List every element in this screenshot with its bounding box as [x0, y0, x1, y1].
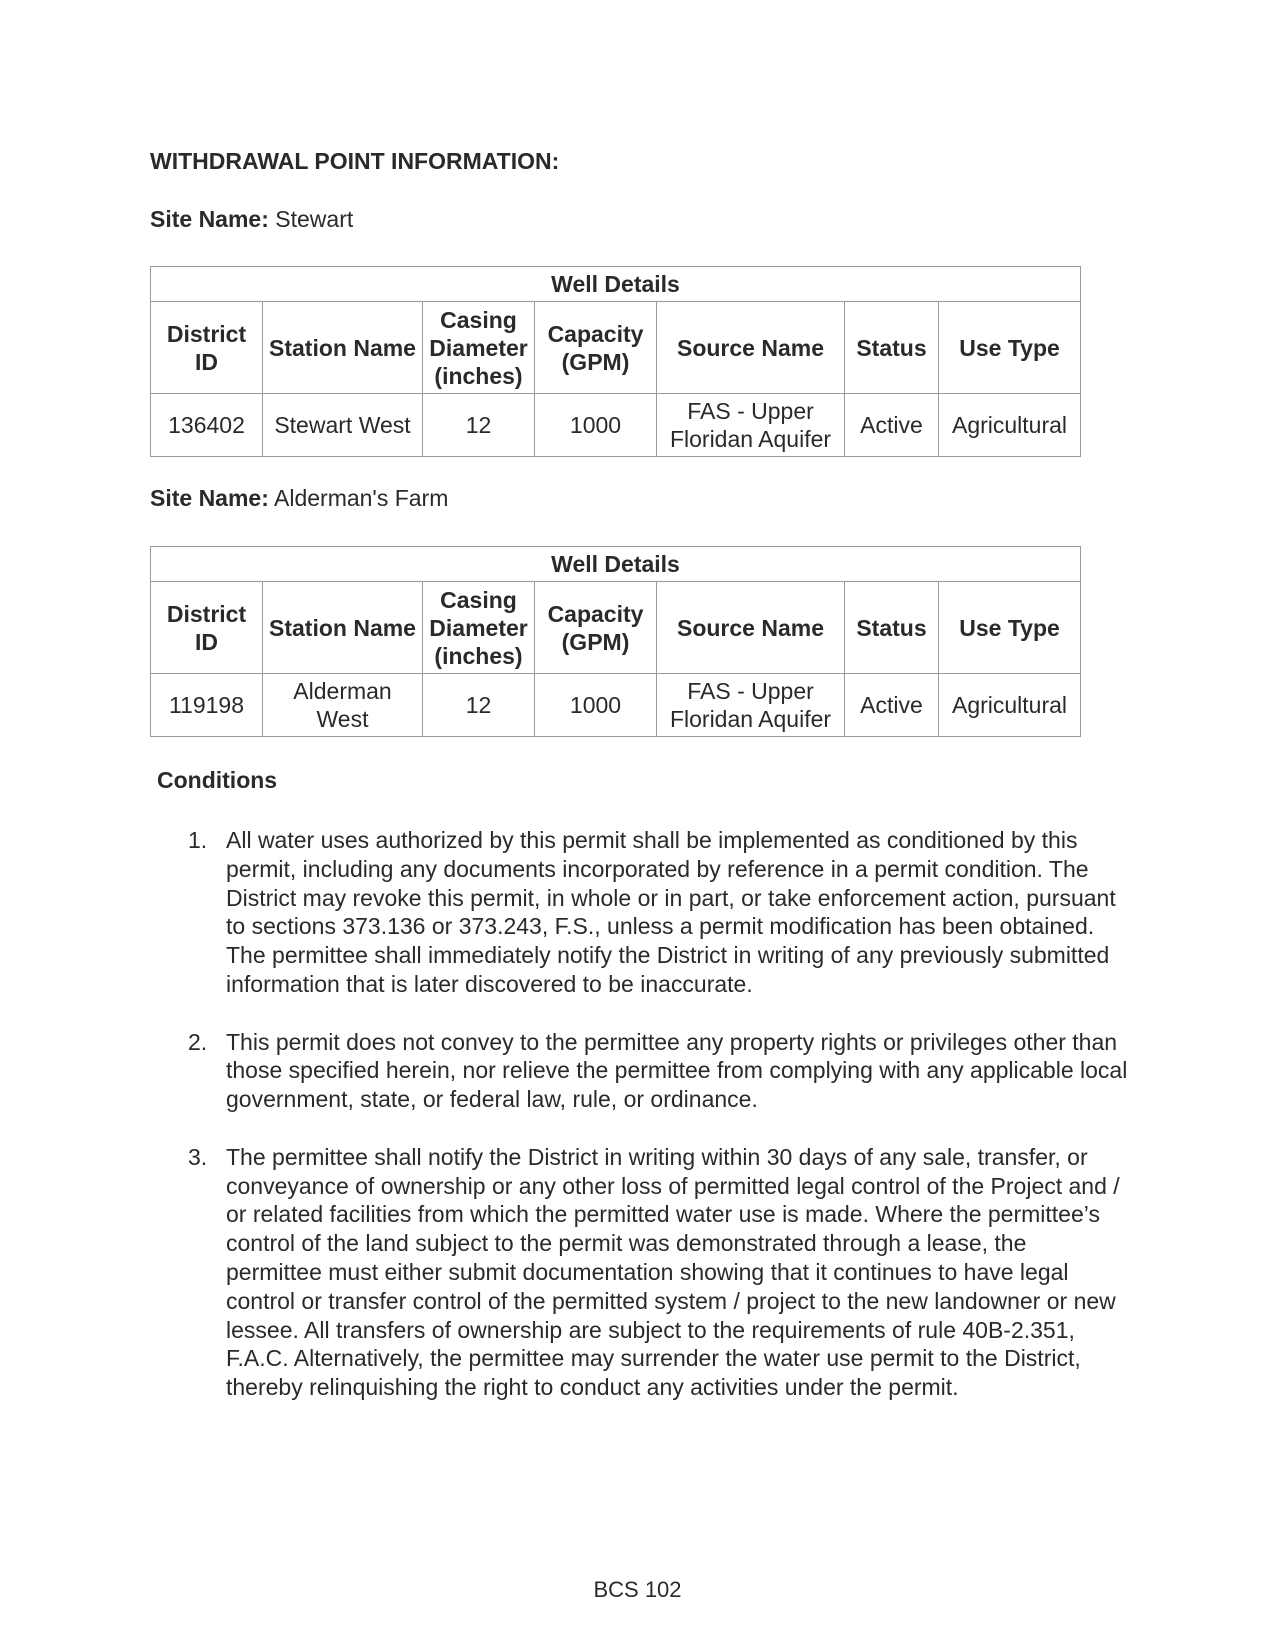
site-name-line [150, 206, 353, 233]
table-title: Well Details [151, 547, 1081, 582]
table-cell: 12 [423, 674, 535, 737]
table-cell: Alderman West [263, 674, 423, 737]
table-cell: FAS - Upper Floridan Aquifer [657, 674, 845, 737]
column-header: Status [845, 302, 939, 394]
condition-text: The permittee shall notify the District in writing within 30 days of any sale, transfer, or conveyance of ownership or any other loss of permitted legal control of the Project and / or related facilities from which the permitted water use is made. Where the permittee’s control of the land subject to the permit was demonstrated through a lease, the permittee must either submit documentation showing that it continues to have legal control or transfer control of the permitted system / project to the new landowner or new lessee. All transfers of ownership are subject to the requirements of rule 40B-2.351, F.A.C. Alternatively, the permittee may surrender the water use permit to the District, thereby relinquishing the right to conduct any activities under the permit. [226, 1143, 1120, 1401]
page-heading: WITHDRAWAL POINT INFORMATION: [150, 148, 560, 174]
table-cell: 12 [423, 394, 535, 457]
column-header: Status [845, 582, 939, 674]
column-header: Casing Diameter (inches) [423, 582, 535, 674]
column-header: Use Type [939, 302, 1081, 394]
well-details-table [150, 266, 1081, 457]
table-cell: Agricultural [939, 674, 1081, 737]
site-name-value: Stewart [275, 206, 354, 232]
condition-item [188, 826, 1128, 999]
table-cell: 1000 [535, 394, 657, 457]
condition-text: This permit does not convey to the permittee any property rights or privileges other than those specified herein, nor relieve the permittee from complying with any applicable local government, state, or federal law, rule, or ordinance. [226, 1028, 1128, 1113]
site-name-value: Alderman's Farm [274, 485, 449, 511]
table-row [151, 394, 1081, 457]
column-header: Capacity (GPM) [535, 302, 657, 394]
condition-text: All water uses authorized by this permit shall be implemented as conditioned by this permit, including any documents incorporated by reference in a permit condition. The District may revoke this permit, in whole or in part, or take enforcement action, pursuant to sections 373.136 or 373.243, F.S., unless a permit modification has been obtained. The permittee shall immediately notify the District in writing of any previously submitted information that is later discovered to be inaccurate. [226, 827, 1116, 997]
table-cell: FAS - Upper Floridan Aquifer [657, 394, 845, 457]
table-row [151, 674, 1081, 737]
site-name-line [150, 485, 448, 512]
column-header: Casing Diameter (inches) [423, 302, 535, 394]
well-details-table [150, 546, 1081, 737]
condition-number: 3. [188, 1143, 208, 1170]
column-header: Use Type [939, 582, 1081, 674]
table-cell: 1000 [535, 674, 657, 737]
page-footer: BCS 102 [593, 1577, 682, 1602]
condition-item [188, 1143, 1128, 1402]
table-title: Well Details [151, 267, 1081, 302]
conditions-heading: Conditions [157, 767, 278, 793]
table-cell: Stewart West [263, 394, 423, 457]
column-header: Source Name [657, 582, 845, 674]
site-name-label: Site Name: [150, 206, 269, 232]
condition-number: 2. [188, 1028, 208, 1055]
condition-number: 1. [188, 827, 208, 853]
column-header: Station Name [263, 582, 423, 674]
table-cell: 119198 [151, 674, 263, 737]
condition-item [188, 1028, 1128, 1114]
conditions-list [188, 826, 1128, 1431]
table-cell: Active [845, 394, 939, 457]
column-header: Capacity (GPM) [535, 582, 657, 674]
column-header: Source Name [657, 302, 845, 394]
column-header: District ID [151, 582, 263, 674]
site-name-label: Site Name: [150, 485, 269, 511]
table-cell: 136402 [151, 394, 263, 457]
column-header: District ID [151, 302, 263, 394]
table-cell: Agricultural [939, 394, 1081, 457]
table-cell: Active [845, 674, 939, 737]
column-header: Station Name [263, 302, 423, 394]
